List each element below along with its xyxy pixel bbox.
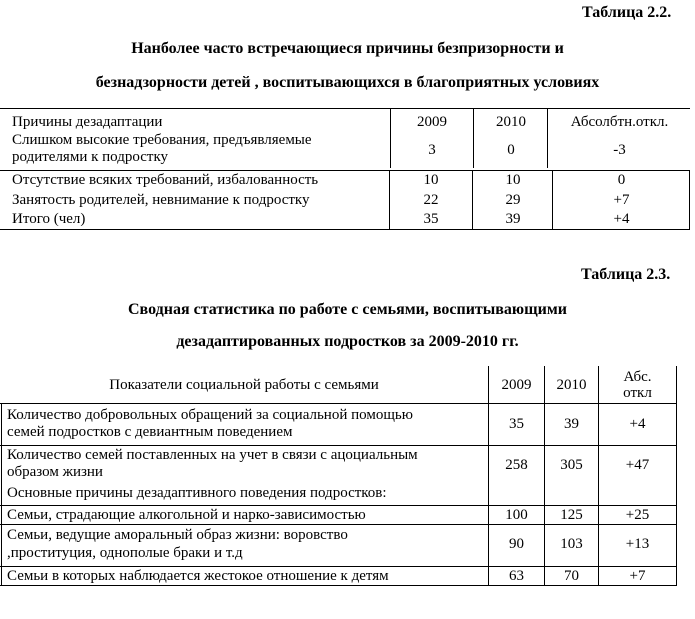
table1-row-2009: 10 [423, 172, 439, 188]
table2-rule [0, 403, 677, 404]
table1-row-2010: 0 [507, 142, 515, 158]
table2-rule [0, 524, 677, 525]
table1-col-rule [472, 170, 473, 229]
table2-col-rule [676, 366, 677, 585]
table2-row-2010: 125 [560, 507, 583, 523]
table2-header-deviation: откл [623, 385, 652, 401]
table2-row-2009: 90 [509, 536, 524, 552]
table1-row-label: Отсутствие всяких требований, избалованность [12, 172, 319, 188]
table2-header-2010: 2010 [556, 377, 587, 393]
table2-row-2009: 35 [509, 416, 524, 432]
table1-header-reason: Причины дезадаптации [12, 114, 163, 130]
table1-row-deviation: 0 [617, 172, 626, 188]
table2-col-rule [544, 366, 545, 585]
table1-row-2009: 3 [428, 142, 436, 158]
table2-row-deviation: +47 [625, 457, 650, 473]
table2-rule [0, 585, 677, 586]
table1-rule [0, 229, 690, 230]
table1-col-rule [689, 170, 690, 229]
table1-header-2009: 2009 [417, 114, 447, 130]
table1-row-label: родителями к подростку [12, 149, 169, 165]
table2-row-label: Семьи, ведущие аморальный образ жизни: воровство [7, 527, 348, 543]
table2-row-label: ,проституция, однополые браки и т.д [7, 545, 243, 561]
table1-col-rule [390, 108, 391, 168]
table1-title-line1: Нанболее часто встречающиеся причины безпризорности и [131, 40, 564, 57]
table1-col-rule [552, 170, 553, 229]
table1-col-rule [547, 108, 548, 168]
table2-rule [0, 566, 677, 567]
table1-title-line2: безнадзорности детей , воспитывающихся в благоприятных условиях [95, 74, 600, 91]
table1-row-label: Занятость родителей, невнимание к подростку [12, 192, 310, 208]
table2-col-rule [1, 403, 2, 585]
table2-row-label: Количество семей поставленных на учет в связи с ацоциальным [7, 447, 418, 463]
table2-row-2009: 100 [505, 507, 528, 523]
table2-row-2009: 258 [505, 457, 528, 473]
table2-caption: Таблица 2.3. [581, 266, 671, 283]
table2-col-rule [488, 366, 489, 585]
table2-row-2010: 103 [560, 536, 583, 552]
table1-row-2010: 10 [505, 172, 521, 188]
table2-row-label: Основные причины дезадаптивного поведения подростков: [7, 485, 387, 501]
table1-row-deviation: +4 [613, 211, 630, 227]
table2-row-2010: 39 [564, 416, 579, 432]
table1-col-rule [473, 108, 474, 168]
table2-row-deviation: +13 [625, 536, 650, 552]
table2-title-line1: Сводная статистика по работе с семьями, воспитывающими [128, 301, 567, 318]
table1-header-deviation: Абсолбтн.откл. [570, 114, 669, 130]
table2-header-2009: 2009 [501, 377, 532, 393]
table1-row-2010: 29 [505, 192, 521, 208]
table2-rule [0, 445, 677, 446]
table1-row-deviation: -3 [613, 142, 626, 158]
table1-rule [0, 170, 690, 171]
table2-row-deviation: +7 [629, 568, 646, 584]
table1-col-rule [389, 170, 390, 229]
table1-rule-top [0, 108, 690, 109]
table2-row-label: семей подростков с девиантным поведением [7, 424, 293, 440]
table1-row-2009: 35 [423, 211, 439, 227]
table2-row-2010: 305 [560, 457, 583, 473]
table2-header-indicator: Показатели социальной работы с семьями [109, 377, 379, 393]
table1-caption: Таблица 2.2. [582, 4, 672, 21]
table1-row-2009: 22 [423, 192, 439, 208]
table2-row-label: Семьи в которых наблюдается жестокое отношение к детям [7, 568, 389, 584]
table2-row-label: образом жизни [7, 464, 103, 480]
table1-row-label: Итого (чел) [12, 211, 86, 227]
table1-row-label: Слишком высокие требования, предъявляемые [12, 132, 312, 148]
table2-row-label: Семьи, страдающие алкогольной и нарко-зависимостью [7, 507, 366, 523]
table1-header-2010: 2010 [496, 114, 526, 130]
table1-row-2010: 39 [505, 211, 521, 227]
table1-row-deviation: +7 [613, 192, 630, 208]
table2-rule [0, 505, 677, 506]
table2-title-line2: дезадаптированных подростков за 2009-2010 гг. [176, 333, 519, 350]
table2-header-deviation: Абс. [623, 369, 652, 385]
table2-row-2009: 63 [509, 568, 524, 584]
table2-row-deviation: +4 [629, 416, 646, 432]
table2-row-2010: 70 [564, 568, 579, 584]
table2-row-deviation: +25 [625, 507, 650, 523]
table2-row-label: Количество добровольных обращений за социальной помощью [7, 407, 413, 423]
